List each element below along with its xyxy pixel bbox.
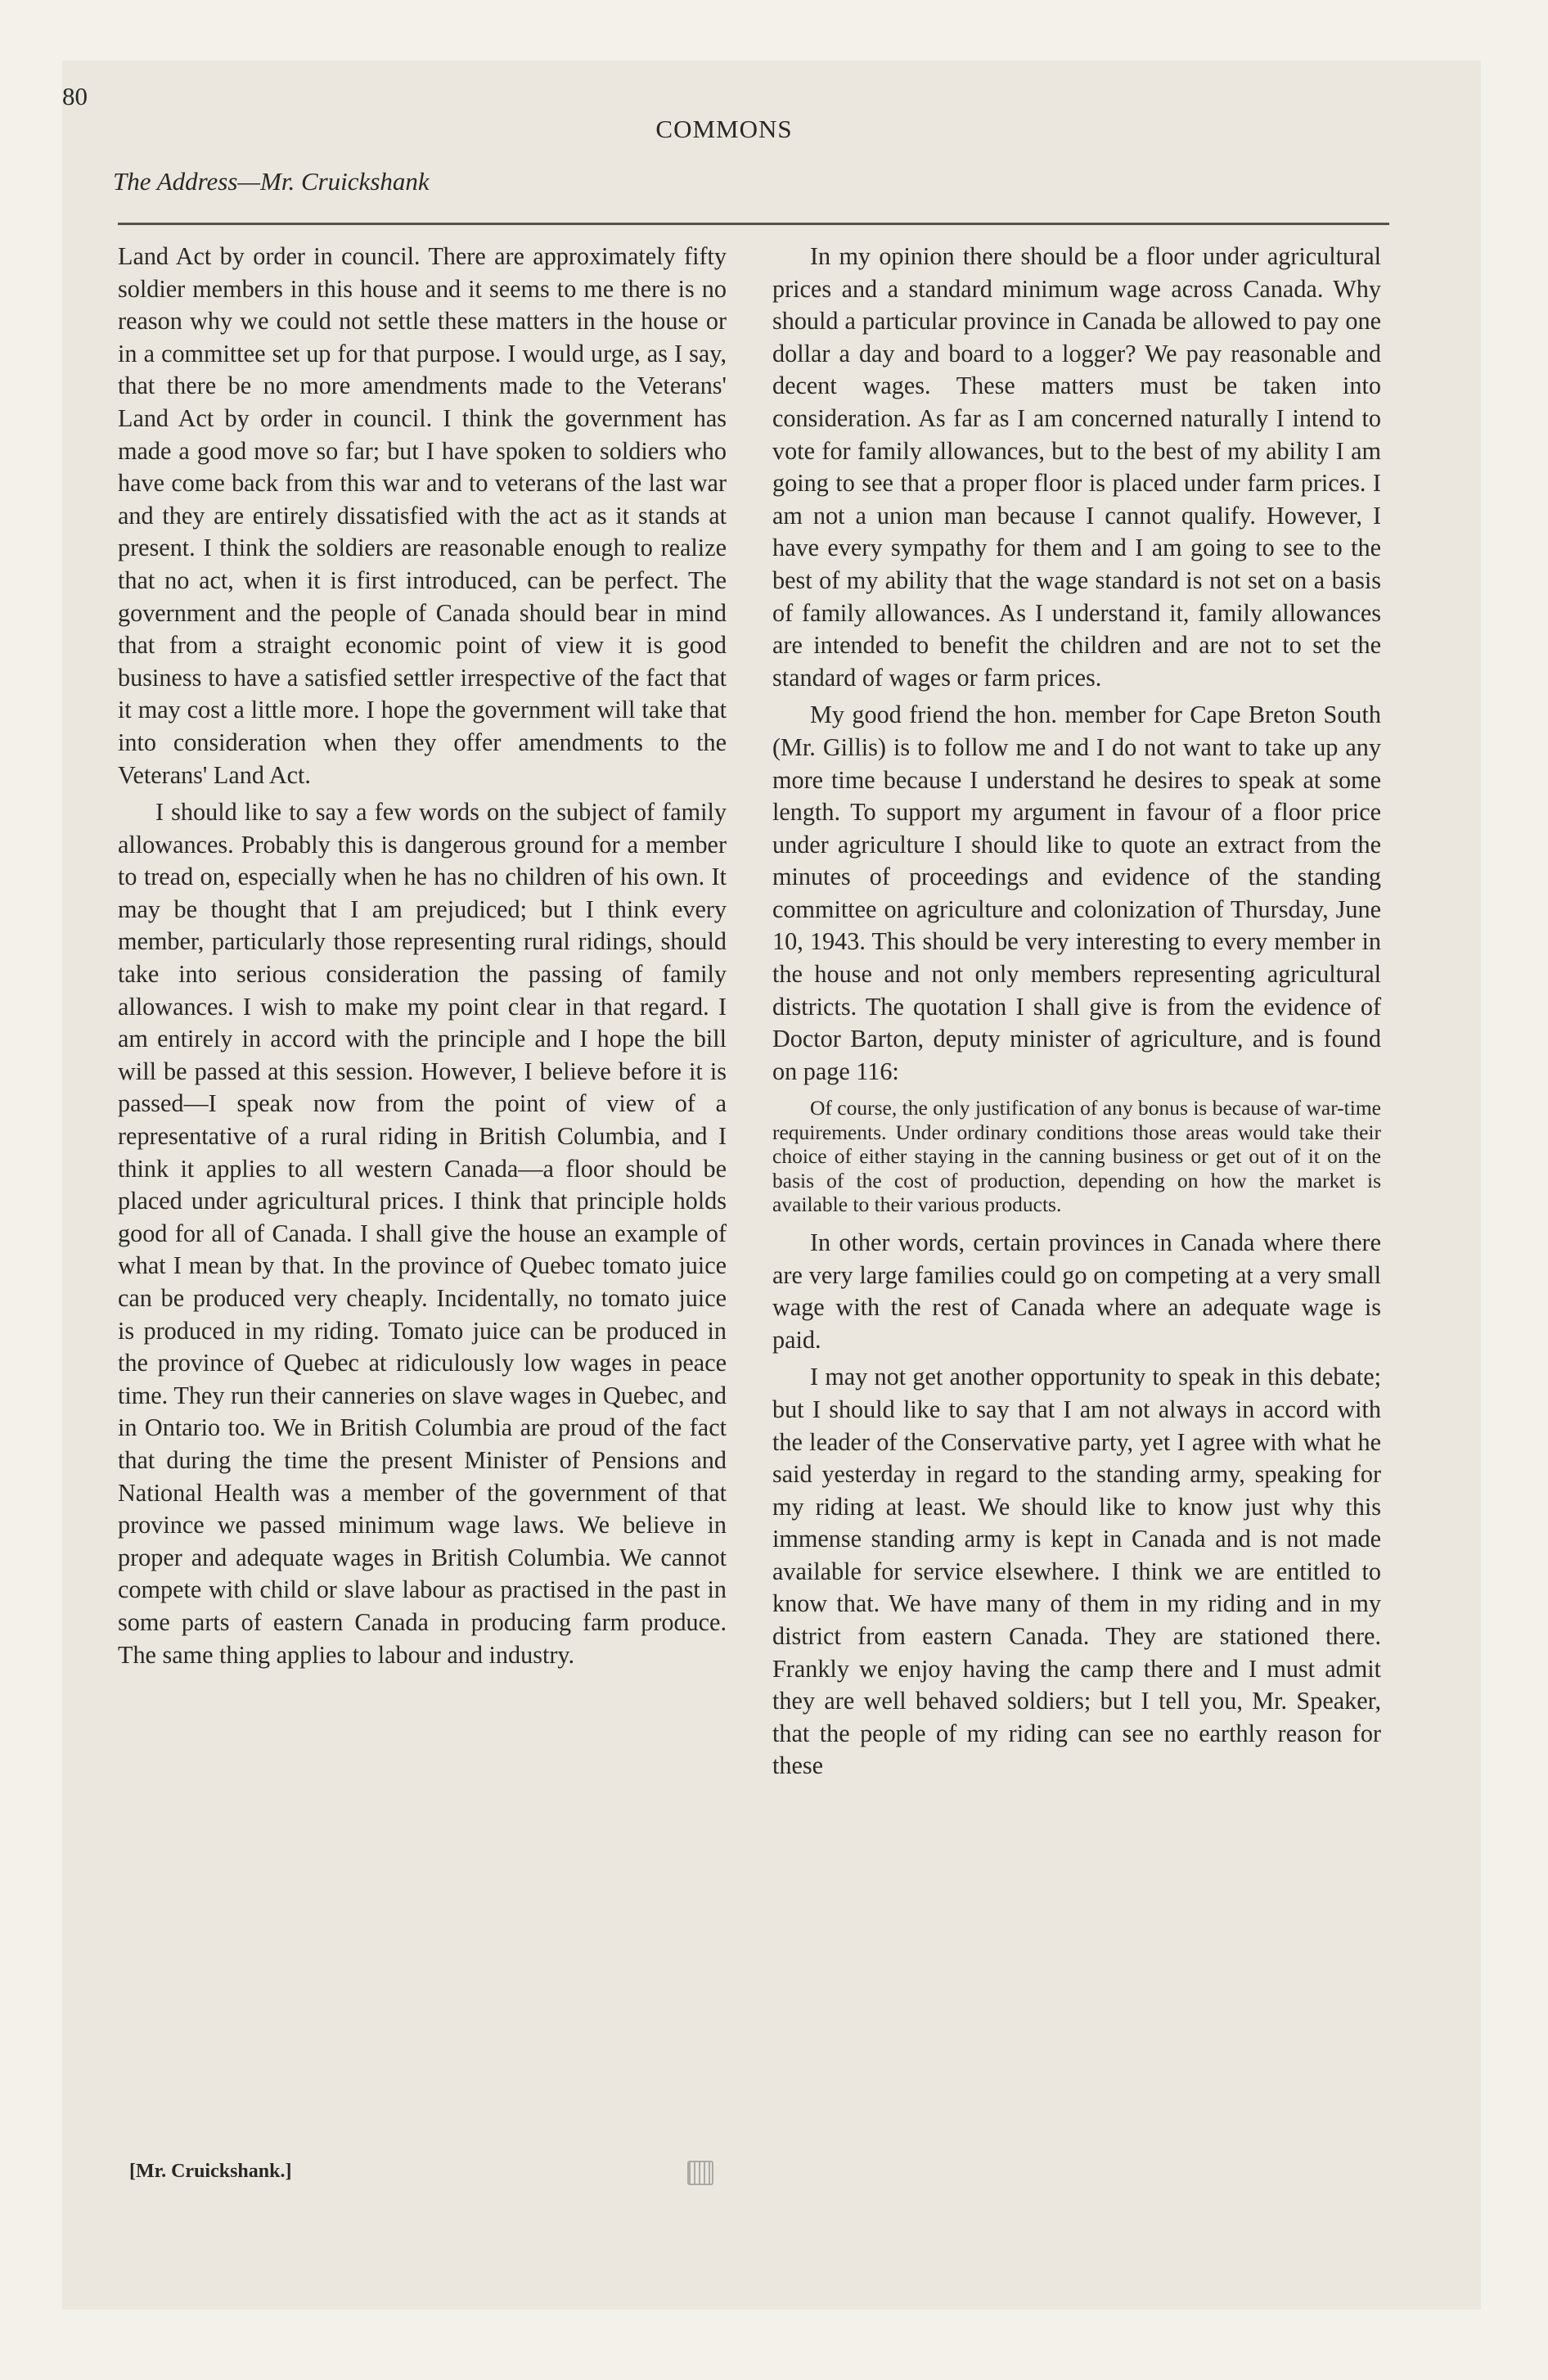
- printer-mark-icon: [687, 2161, 713, 2185]
- left-column: [118, 241, 727, 1671]
- block-quote: Of course, the only justification of any bonus is because of war-time requirements. Under ordinary conditions those areas would take their choice of either staying in the canning business or get out of it on the basis of the cost of production, depending on how the market is available to their various products.: [772, 1096, 1381, 1217]
- paragraph: In other words, certain provinces in Canada where there are very large families could go on competing at a very small wage with the rest of Canada where an adequate wage is paid.: [772, 1228, 1381, 1354]
- header-rule: [118, 223, 1389, 225]
- running-subtitle: The Address—Mr. Cruickshank: [113, 167, 430, 196]
- paragraph: I should like to say a few words on the subject of family allowances. Probably this is dangerous ground for a member to tread on, especially when he has no children of his own. It may be thought that I am prejudiced; but I think every member, particularly those representing rural ridings, should take into serious consideration the passing of family allowances. I wish to make my point clear in that regard. I am entirely in accord with the principle and I hope the bill will be passed at this session. However, I believe before it is passed—I speak now from the point of view of a representative of a rural riding in British Columbia, and I think it applies to all western Canada—a floor should be placed under agricultural prices. I think that principle holds good for all of Canada. I shall give the house an example of what I mean by that. In the province of Quebec tomato juice can be produced very cheaply. Incidentally, no tomato juice is produced in my riding. Tomato juice can be produced in the province of Quebec at ridiculously low wages in peace time. They run their canneries on slave wages in Quebec, and in Ontario too. We in British Columbia are proud of the fact that during the time the present Minister of Pensions and National Health was a member of the government of that province we passed minimum wage laws. We believe in proper and adequate wages in British Columbia. We cannot compete with child or slave labour as practised in the past in some parts of eastern Canada in producing farm produce. The same thing applies to labour and industry.: [118, 798, 727, 1669]
- page-number: 80: [62, 82, 88, 110]
- speaker-tag: [Mr. Cruickshank.]: [129, 2161, 292, 2182]
- running-title: COMMONS: [655, 115, 793, 143]
- paragraph: My good friend the hon. member for Cape Breton South (Mr. Gillis) is to follow me and I do not want to take up any more time because I understand he desires to speak at some length. To support my argument in favour of a floor price under agriculture I should like to quote an extract from the minutes of proceedings and evidence of the standing committee on agriculture and colonization of Thursday, June 10, 1943. This should be very interesting to every member in the house and not only members representing agricultural districts. The quotation I shall give is from the evidence of Doctor Barton, deputy minister of agriculture, and is found on page 116:: [772, 701, 1381, 1085]
- paragraph: I may not get another opportunity to speak in this debate; but I should like to say that I am not always in accord with the leader of the Conservative party, yet I agree with what he said yesterday in regard to the standing army, speaking for my riding at least. We should like to know just why this immense standing army is kept in Canada and is not made available for service elsewhere. I think we are entitled to know that. We have many of them in my riding and in my district from eastern Canada. They are stationed there. Frankly we enjoy having the camp there and I must admit they are well behaved soldiers; but I tell you, Mr. Speaker, that the people of my riding can see no earthly reason for these: [772, 1363, 1381, 1780]
- paragraph: Land Act by order in council. There are approximately fifty soldier members in this house and it seems to me there is no reason why we could not settle these matters in the house or in a committee set up for that purpose. I would urge, as I say, that there be no more amendments made to the Veterans' Land Act by order in council. I think the government has made a good move so far; but I have spoken to soldiers who have come back from this war and to veterans of the last war and they are entirely dissatisfied with the act as it stands at present. I think the soldiers are reasonable enough to realize that no act, when it is first introduced, can be perfect. The government and the people of Canada should bear in mind that from a straight economic point of view it is good business to have a satisfied settler irrespective of the fact that it may cost a little more. I hope the government will take that into consideration when they offer amendments to the Veterans' Land Act.: [118, 242, 727, 789]
- paragraph: In my opinion there should be a floor under agricultural prices and a standard minimum wage across Canada. Why should a particular province in Canada be allowed to pay one dollar a day and board to a logger? We pay reasonable and decent wages. These matters must be taken into consideration. As far as I am concerned naturally I intend to vote for family allowances, but to the best of my ability I am going to see that a proper floor is placed under farm prices. I am not a union man because I cannot qualify. However, I have every sympathy for them and I am going to see to the best of my ability that the wage standard is not set on a basis of family allowances. As I understand it, family allowances are intended to benefit the children and are not to set the standard of wages or farm prices.: [772, 242, 1381, 692]
- right-column: [772, 241, 1381, 1783]
